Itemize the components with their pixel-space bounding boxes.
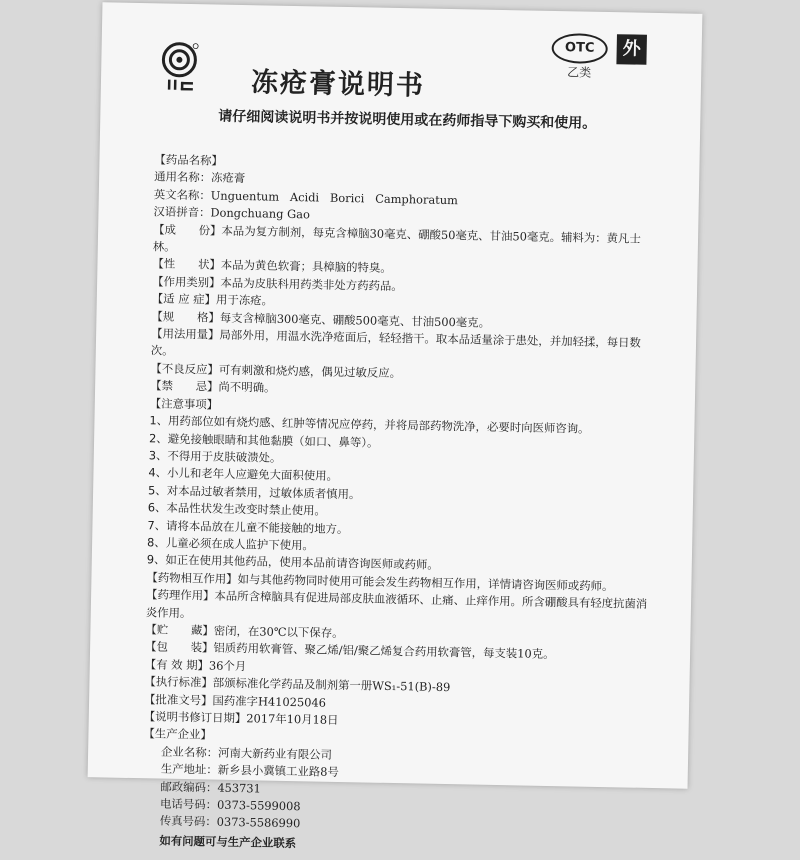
- precaution-item: 5、对本品过敏者禁用，过敏体质者慎用。: [148, 482, 361, 502]
- instruction-leaflet: [88, 2, 703, 851]
- contact-note: 如有问题可与生产企业联系: [159, 833, 297, 851]
- adverse-label: 【不良反应】: [150, 361, 219, 377]
- interaction-value: 如与其他药物同时使用可能会发生药物相互作用，详情请咨询医师或药师。: [237, 571, 614, 593]
- otc-class-label: 乙类: [567, 65, 592, 80]
- contraindication-label: 【禁 忌】: [150, 378, 219, 394]
- precaution-item: 1、用药部位如有烧灼感、红肿等情况应停药，并将局部药物洗净，必要时向医师咨询。: [149, 413, 590, 436]
- package-value: 铝质药用软膏管、聚乙烯/铝/聚乙烯复合药用软膏管，每支装10克。: [213, 640, 555, 662]
- spec-label: 【规 格】: [151, 308, 220, 325]
- pharmacology-value: 本品所含樟脑具有促进局部皮肤血液循环、止痛、止痒作用。所含硼酸具有轻度抗菌消炎作用。: [145, 588, 648, 620]
- package-label: 【包 装】: [144, 639, 214, 655]
- company-logo: [159, 41, 200, 94]
- approval-value: 国药准字H41025046: [212, 693, 327, 710]
- contraindication-value: 尚不明确。: [218, 379, 276, 395]
- section-drug-name-label: 【药品名称】: [154, 152, 223, 168]
- validity-label: 【有 效 期】: [144, 657, 210, 673]
- indication-label: 【适 应 症】: [151, 291, 217, 307]
- category-value: 本品为皮肤科用药类非处方药药品。: [220, 275, 403, 293]
- document-subtitle: 请仔细阅读说明书并按说明使用或在药师指导下购买和使用。: [218, 108, 597, 132]
- approval-label: 【批准文号】: [143, 691, 213, 708]
- storage-label: 【贮 藏】: [145, 622, 214, 638]
- otc-badge: OTC: [551, 33, 608, 64]
- precaution-item: 8、儿童必须在成人监护下使用。: [147, 535, 314, 553]
- leaflet-body: [141, 151, 659, 859]
- storage-value: 密闭，在30℃以下保存。: [213, 623, 344, 641]
- properties-label: 【性 状】: [152, 256, 221, 273]
- company-fax: 传真号码：0373-5586990: [159, 814, 301, 831]
- company-name: 企业名称：河南大新药业有限公司: [160, 744, 333, 762]
- precaution-item: 9、如正在使用其他药品，使用本品前请咨询医师或药师。: [146, 552, 439, 573]
- adverse-value: 可有刺激和烧灼感，偶见过敏反应。: [218, 362, 402, 380]
- category-label: 【作用类别】: [152, 274, 221, 290]
- precaution-item: 2、避免接触眼睛和其他黏膜（如口、鼻等）。: [149, 430, 379, 450]
- document-title: 冻疮膏说明书: [250, 67, 426, 102]
- company-postcode: 邮政编码：453731: [160, 779, 262, 796]
- english-name: 英文名称：Unguentum Acidi Borici Camphoratum: [153, 187, 459, 207]
- interaction-label: 【药物相互作用】: [146, 570, 238, 586]
- usage-value: 局部外用，用温水洗净疮面后，轻轻揩干。取本品适量涂于患处，并加轻揉，每日数次。: [150, 327, 642, 359]
- pharmacology-label: 【药理作用】: [146, 587, 215, 603]
- ingredients-label: 【成 份】: [153, 221, 222, 238]
- indication-value: 用于冻疮。: [215, 292, 274, 308]
- revision-label: 【说明书修订日期】: [143, 709, 247, 726]
- common-name: 通用名称：冻疮膏: [154, 169, 246, 186]
- standard-label: 【执行标准】: [144, 674, 213, 690]
- spec-value: 每支含樟脑300毫克、硼酸500毫克、甘油500毫克。: [219, 310, 491, 330]
- validity-value: 36个月: [208, 658, 247, 673]
- manufacturer-label: 【生产企业】: [143, 726, 212, 742]
- pinyin-name: 汉语拼音：Dongchuang Gao: [153, 204, 311, 222]
- external-use-mark: 外: [616, 34, 647, 65]
- usage-label: 【用法用量】: [151, 326, 220, 342]
- standard-value: 部颁标准化学药品及制剂第一册WS₁-51(B)-89: [212, 675, 451, 695]
- revision-value: 2017年10月18日: [246, 711, 339, 727]
- company-phone: 电话号码：0373-5599008: [159, 796, 301, 814]
- precaution-item: 3、不得用于皮肤破溃处。: [148, 448, 282, 465]
- ingredients-value: 本品为复方制剂，每克含樟脑30毫克、硼酸50毫克、甘油50毫克。辅料为：黄凡士林。: [152, 223, 641, 254]
- precaution-item: 7、请将本品放在儿童不能接触的地方。: [147, 517, 349, 536]
- precautions-section: [147, 395, 655, 579]
- precautions-label: 【注意事项】: [149, 395, 219, 412]
- company-address: 生产地址：新乡县小冀镇工业路8号: [160, 761, 340, 780]
- precaution-item: 6、本品性状发生改变时禁止使用。: [147, 500, 327, 518]
- properties-value: 本品为黄色软膏；具樟脑的特臭。: [220, 258, 392, 276]
- precaution-item: 4、小儿和老年人应避免大面积使用。: [148, 465, 339, 484]
